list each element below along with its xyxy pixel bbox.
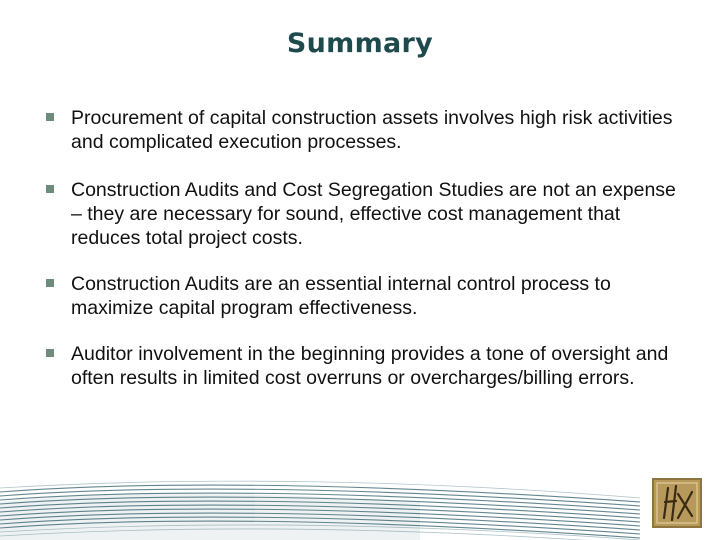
footer-swoosh-decoration [0,462,720,540]
square-bullet-icon [46,279,54,287]
bullet-text: Auditor involvement in the beginning provides a tone of oversight and often results in limited cost overruns or overcharges/billing errors. [71,343,669,389]
slide-title: Summary [286,28,434,59]
square-bullet-icon [46,113,54,121]
bullet-item [46,106,686,154]
bullet-text: Construction Audits are an essential internal control process to maximize capital program effectiveness. [71,273,611,319]
bullet-text: Construction Audits and Cost Segregation Studies are not an expense – they are necessary for sound, effective cost management that reduces total project costs. [71,179,676,249]
hx-logo-icon [652,478,702,528]
bullet-item [46,178,686,250]
bullet-item [46,272,686,320]
square-bullet-icon [46,349,54,357]
bullet-item [46,342,686,390]
bullet-text: Procurement of capital construction assets involves high risk activities and complicated execution processes. [71,107,673,153]
square-bullet-icon [46,185,54,193]
